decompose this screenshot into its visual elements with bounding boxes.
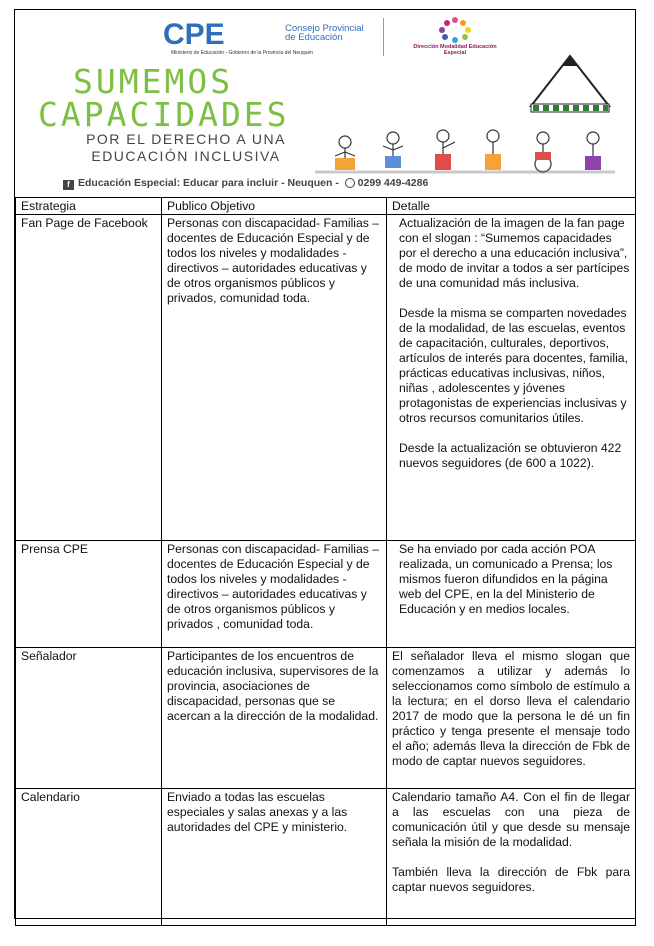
cell-publico: Personas con discapacidad- Familias – docentes de Educación Especial y de todos los niveles y modalidades -directivos – autoridades educativas y de otros organismos públicos y privados , comunidad toda. [162, 541, 387, 648]
detalle-paragraph: Actualización de la imagen de la fan page con el slogan : “Sumemos capacidades por el derecho a una educación inclusiva”, de modo de invitar a todos a ser partícipes de una comunidad más inclusiva. [399, 216, 630, 290]
table-row [16, 789, 636, 926]
dme-logo-text: Dirección Modalidad Educación Especial [413, 44, 497, 56]
table-row [16, 541, 636, 648]
strategies-table [15, 197, 636, 926]
pencil-icon [525, 54, 615, 116]
logo-divider [383, 18, 384, 56]
detalle-paragraph: Desde la actualización se obtuvieron 422 nuevos seguidores (de 600 a 1022). [399, 441, 622, 470]
slogan-line-3: POR EL DERECHO A UNA EDUCACIÓN INCLUSIVA [86, 131, 286, 164]
cell-detalle [387, 215, 636, 541]
table-header-row [16, 198, 636, 215]
cell-publico: Personas con discapacidad- Familias – docentes de Educación Especial y de todos los niveles y modalidades - directivos – autoridades educativas y de otros organismos públicos y privados, comunidad toda. [162, 215, 387, 541]
cell-detalle [387, 789, 636, 926]
document-frame [14, 9, 636, 919]
header-publico-objetivo: Publico Objetivo [162, 198, 387, 215]
phone-icon [345, 178, 355, 188]
phone-number: 0299 449-4286 [357, 177, 429, 189]
detalle-paragraph: También lleva la dirección de Fbk para captar nuevos seguidores. [392, 865, 630, 894]
banner-contact-line [63, 177, 428, 190]
dme-logo [410, 16, 500, 56]
children-illustration [315, 128, 620, 176]
header-estrategia: Estrategia [16, 198, 162, 215]
cell-publico: Enviado a todas las escuelas especiales y salas anexas y a las autoridades del CPE y ministerio. [162, 789, 387, 926]
header-detalle: Detalle [387, 198, 636, 215]
detalle-paragraph: Calendario tamaño A4. Con el fin de llegar a las escuelas con una pieza de comunicación útil y que desde su mensaje señala la misión de la modalidad. [392, 790, 630, 849]
cell-publico: Participantes de los encuentros de educación inclusiva, supervisores de la provincia, asociaciones de discapacidad, personas que se acercan a la dirección de la modalidad. [162, 648, 387, 789]
detalle-paragraph: Desde la misma se comparten novedades de la modalidad, de las escuelas, eventos de capacitación, culturales, deportivos, artículos de interés para docentes, familia, prácticas educativas inclusivas, niños, niñas , adolescentes y jóvenes protagonistas de experiencias inclusivas y otros recursos comunitarios útiles. [399, 306, 628, 425]
campaign-banner [15, 10, 635, 197]
cpe-logo-ministry: Ministerio de Educación - Gobierno de la Provincia del Neuquén [171, 50, 314, 56]
facebook-page-text: Educación Especial: Educar para incluir - Neuquen - [78, 177, 339, 189]
slogan-line-2: CAPACIDADES [38, 95, 290, 134]
detalle-paragraph: Se ha enviado por cada acción POA realizada, un comunicado a Prensa; los mismos fueron difundidos en la página web del CPE, en la del Ministerio de Educación y en medios locales. [399, 542, 613, 616]
cell-estrategia: Calendario [16, 789, 162, 926]
cpe-logo-subtitle: Consejo Provincial de Educación [285, 23, 364, 43]
table-row [16, 215, 636, 541]
cell-estrategia: Señalador [16, 648, 162, 789]
cell-detalle [387, 541, 636, 648]
facebook-icon: f [63, 180, 74, 190]
cpe-logo-letters: CPE [163, 18, 225, 51]
detalle-paragraph: El señalador lleva el mismo slogan que comenzamos a utilizar y además lo seleccionamos como símbolo de estímulo a la lectura; en el dorso lleva el calendario 2017 de modo que la persona le dé un fin práctico y tenga presente el mensaje todo el año; además lleva la dirección de Fbk de modo de captar nuevos seguidores. [392, 649, 630, 768]
table-row [16, 648, 636, 789]
dme-logo-icon [434, 16, 476, 44]
cell-detalle [387, 648, 636, 789]
cell-estrategia: Prensa CPE [16, 541, 162, 648]
slogan-line-1: SUMEMOS [73, 62, 234, 101]
cell-estrategia: Fan Page de Facebook [16, 215, 162, 541]
